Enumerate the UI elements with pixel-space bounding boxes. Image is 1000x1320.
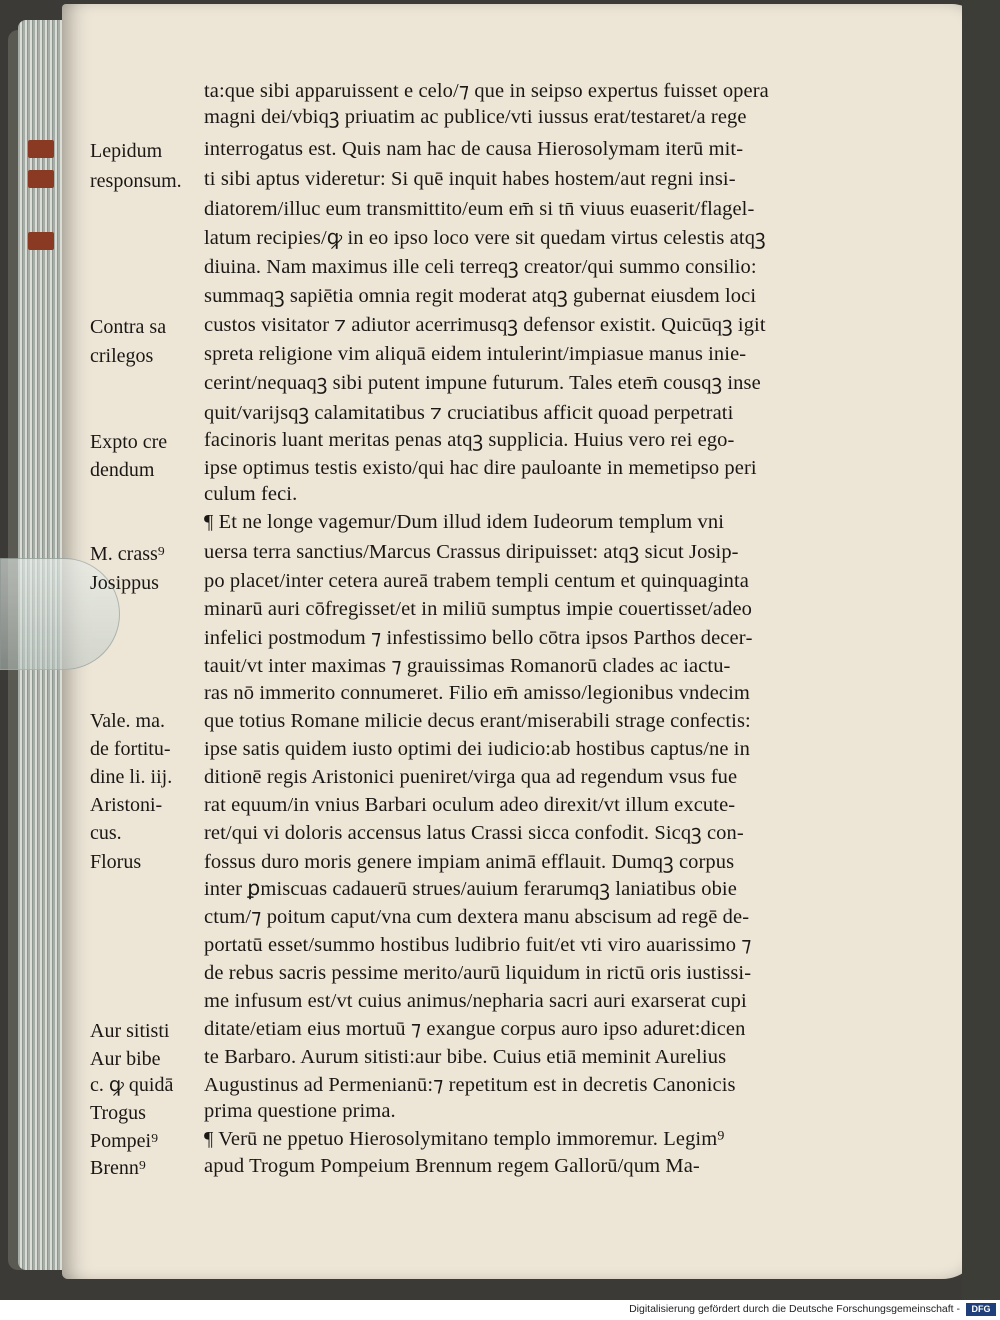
text-line: ¶ Verū ne ppetuo Hierosolymitano templo immoremur. Legim⁹ [204, 1128, 725, 1150]
text-line: ¶ Et ne longe vagemur/Dum illud idem Iudeorum templum vni [204, 511, 724, 533]
text-line: ctum/⁊ poitum caput/vna cum dextera manu abscisum ad regē de‑ [204, 906, 750, 928]
margin-note: M. crass⁹ [90, 543, 165, 565]
text-line: summaqꝫ sapiētia omnia regit moderat atqꝫ gubernat eiusdem loci [204, 285, 757, 307]
text-line: de rebus sacris pessime merito/aurū liquidum in rictū oris iustissi‑ [204, 962, 752, 984]
text-line: te Barbaro. Aurum sitisti:aur bibe. Cuius etiā meminit Aurelius [204, 1046, 727, 1068]
text-line: que totius Romane milicie decus erant/miserabili strage confectis: [204, 710, 751, 732]
margin-note: Florus [90, 851, 142, 873]
text-line: custos visitator ⁊ adiutor acerrimusqꝫ defensor existit. Quicūqꝫ igit [204, 314, 766, 336]
text-line: facinoris luant meritas penas atqꝫ supplicia. Huius vero rei ego‑ [204, 429, 735, 451]
text-line: ipse optimus testis existo/qui hac dire pauloante in memetipso peri [204, 457, 757, 479]
text-line: interrogatus est. Quis nam hac de causa Hierosolymam iterū mit‑ [204, 138, 744, 160]
text-line: portatū esset/summo hostibus ludibrio fuit/et vti viro auarissimo ⁊ [204, 934, 752, 956]
margin-note: Aristoni‑ [90, 794, 163, 816]
text-line: magni dei/vbiqꝫ priuatim ac publice/vti iussus erat/testaret/a rege [204, 106, 747, 128]
text-line: ipse satis quidem iusto optimi dei iudicio:ab hostibus captus/ne in [204, 738, 750, 760]
text-line: quit/varijsqꝫ calamitatibus ⁊ cruciatibus afficit quoad perpetrati [204, 402, 734, 424]
margin-note: Expto cre [90, 431, 168, 453]
margin-note: Brenn⁹ [90, 1157, 146, 1179]
text-line: spreta religione vim aliquā eidem intulerint/impiasue manus inie‑ [204, 343, 747, 365]
margin-note: crilegos [90, 345, 154, 367]
text-line: me infusum est/vt cuius animus/nepharia sacri auri exarserat cupi [204, 990, 747, 1012]
text-line: rat equum/in vnius Barbari oculum adeo direxit/vt illum excute‑ [204, 794, 736, 816]
margin-note: Pompei⁹ [90, 1130, 159, 1152]
text-line: inter ꝑmiscuas cadauerū strues/auium ferarumqꝫ laniatibus obie [204, 878, 737, 900]
text-line: culum feci. [204, 483, 298, 505]
text-line: infelici postmodum ⁊ infestissimo bello cōtra ipsos Parthos decer‑ [204, 627, 753, 649]
text-line: uersa terra sanctius/Marcus Crassus diripuisset: atqꝫ sicut Josip‑ [204, 541, 739, 563]
text-line: latum recipies/ꝙ in eo ipso loco vere sit quedam virtus celestis atqꝫ [204, 227, 766, 249]
margin-note: Trogus [90, 1102, 146, 1124]
text-line: ti sibi aptus videretur: Si quē inquit habes hostem/aut regni insi‑ [204, 168, 736, 190]
text-line: ras nō immerito connumeret. Filio em̄ amisso/legionibus vndecim [204, 682, 750, 704]
footer-credit-bar [0, 1300, 1000, 1320]
dfg-logo: DFG [966, 1303, 996, 1316]
margin-note: Vale. ma. [90, 710, 165, 732]
margin-note: Josippus [90, 572, 159, 594]
margin-note: de fortitu‑ [90, 738, 171, 760]
text-line: cerint/nequaqꝫ sibi putent impune futurum. Tales etem̄ cousqꝫ inse [204, 372, 761, 394]
text-line: minarū auri cōfregisset/et in miliū sumptus impie couertisset/adeo [204, 598, 753, 620]
text-line: fossus duro moris genere impiam animā efflauit. Dumqꝫ corpus [204, 851, 735, 873]
margin-note: dine li. iij. [90, 766, 173, 788]
text-line: ditionē regis Aristonici pueniret/virga qua ad regendum vsus fue [204, 766, 738, 788]
text-line: diuina. Nam maximus ille celi terreqꝫ creator/qui summo consilio: [204, 256, 757, 278]
text-line: ditate/etiam eius mortuū ⁊ exangue corpus auro ipso aduret:dicen [204, 1018, 746, 1040]
text-line: po placet/inter cetera aureā trabem templi centum et quinquaginta [204, 570, 749, 592]
margin-note: Contra sa [90, 316, 167, 338]
margin-note: Aur bibe [90, 1048, 161, 1070]
margin-note: dendum [90, 459, 155, 481]
text-line: diatorem/illuc eum transmittito/eum em̄ si tn̄ viuus euaserit/flagel‑ [204, 198, 755, 220]
text-line: ta:que sibi apparuissent e celo/⁊ que in seipso expertus fuisset opera [204, 80, 769, 102]
footer-credit-text: Digitalisierung gefördert durch die Deutsche Forschungsgemeinschaft - [629, 1303, 960, 1315]
margin-note: c. ꝙ quidā [90, 1074, 174, 1096]
margin-note: Lepidum [90, 140, 163, 162]
margin-note: Aur sitisti [90, 1020, 170, 1042]
text-line: prima questione prima. [204, 1100, 396, 1122]
text-line: tauit/vt inter maximas ⁊ grauissimas Romanorū clades ac iactu‑ [204, 655, 731, 677]
text-line: Augustinus ad Permenianū:⁊ repetitum est in decretis Canonicis [204, 1074, 736, 1096]
margin-note: cus. [90, 822, 122, 844]
text-line: ret/qui vi doloris accensus latus Crassi sicca confodit. Sicqꝫ con‑ [204, 822, 744, 844]
text-line: apud Trogum Pompeium Brennum regem Gallorū/qum Ma‑ [204, 1155, 700, 1177]
margin-note: responsum. [90, 170, 182, 192]
